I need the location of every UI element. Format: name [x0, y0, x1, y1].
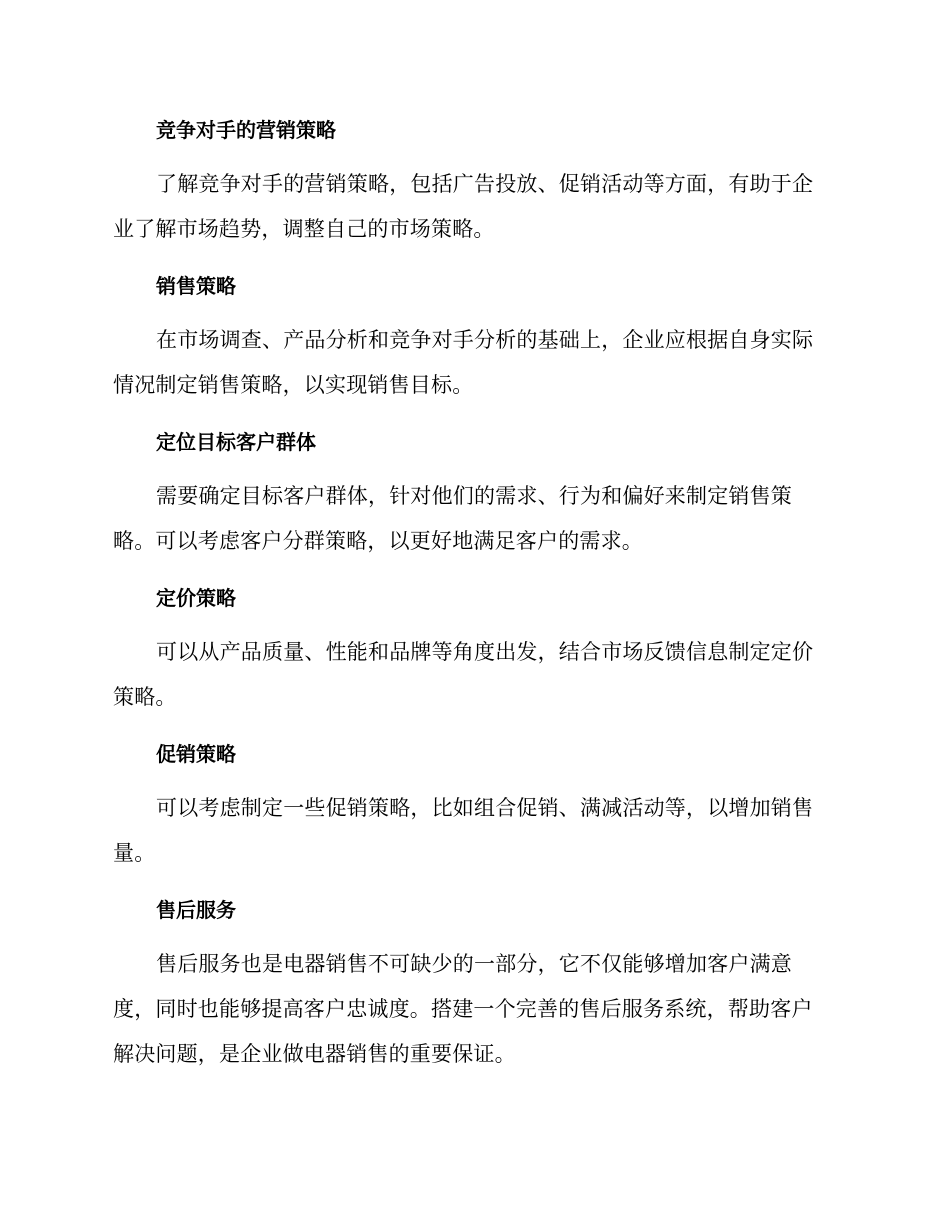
section-heading-after-sales: 售后服务 — [156, 898, 236, 922]
section-body-target-customers: 需要确定目标客户群体，针对他们的需求、行为和偏好来制定销售策略。可以考虑客户分群策略，以更好地满足客户的需求。 — [113, 484, 792, 553]
section-heading-pricing: 定价策略 — [156, 586, 236, 610]
section-heading-sales-strategy: 销售策略 — [156, 274, 236, 298]
section-body-after-sales: 售后服务也是电器销售不可缺少的一部分，它不仅能够增加客户满意度，同时也能够提高客户忠诚度。搭建一个完善的售后服务系统，帮助客户解决问题，是企业做电器销售的重要保证。 — [113, 952, 813, 1066]
section-heading-target-customers: 定位目标客户群体 — [156, 430, 316, 454]
section-body-pricing: 可以从产品质量、性能和品牌等角度出发，结合市场反馈信息制定定价策略。 — [113, 640, 814, 709]
document-content — [113, 112, 833, 1093]
section-body-sales-strategy: 在市场调查、产品分析和竞争对手分析的基础上，企业应根据自身实际情况制定销售策略，以实现销售目标。 — [113, 328, 814, 397]
section-heading-promotion: 促销策略 — [156, 742, 236, 766]
section-heading-competitor-marketing: 竞争对手的营销策略 — [156, 118, 336, 142]
section-body-promotion: 可以考虑制定一些促销策略，比如组合促销、满减活动等，以增加销售量。 — [113, 796, 814, 865]
section-body-competitor-marketing: 了解竞争对手的营销策略，包括广告投放、促销活动等方面，有助于企业了解市场趋势，调整自己的市场策略。 — [113, 172, 814, 241]
